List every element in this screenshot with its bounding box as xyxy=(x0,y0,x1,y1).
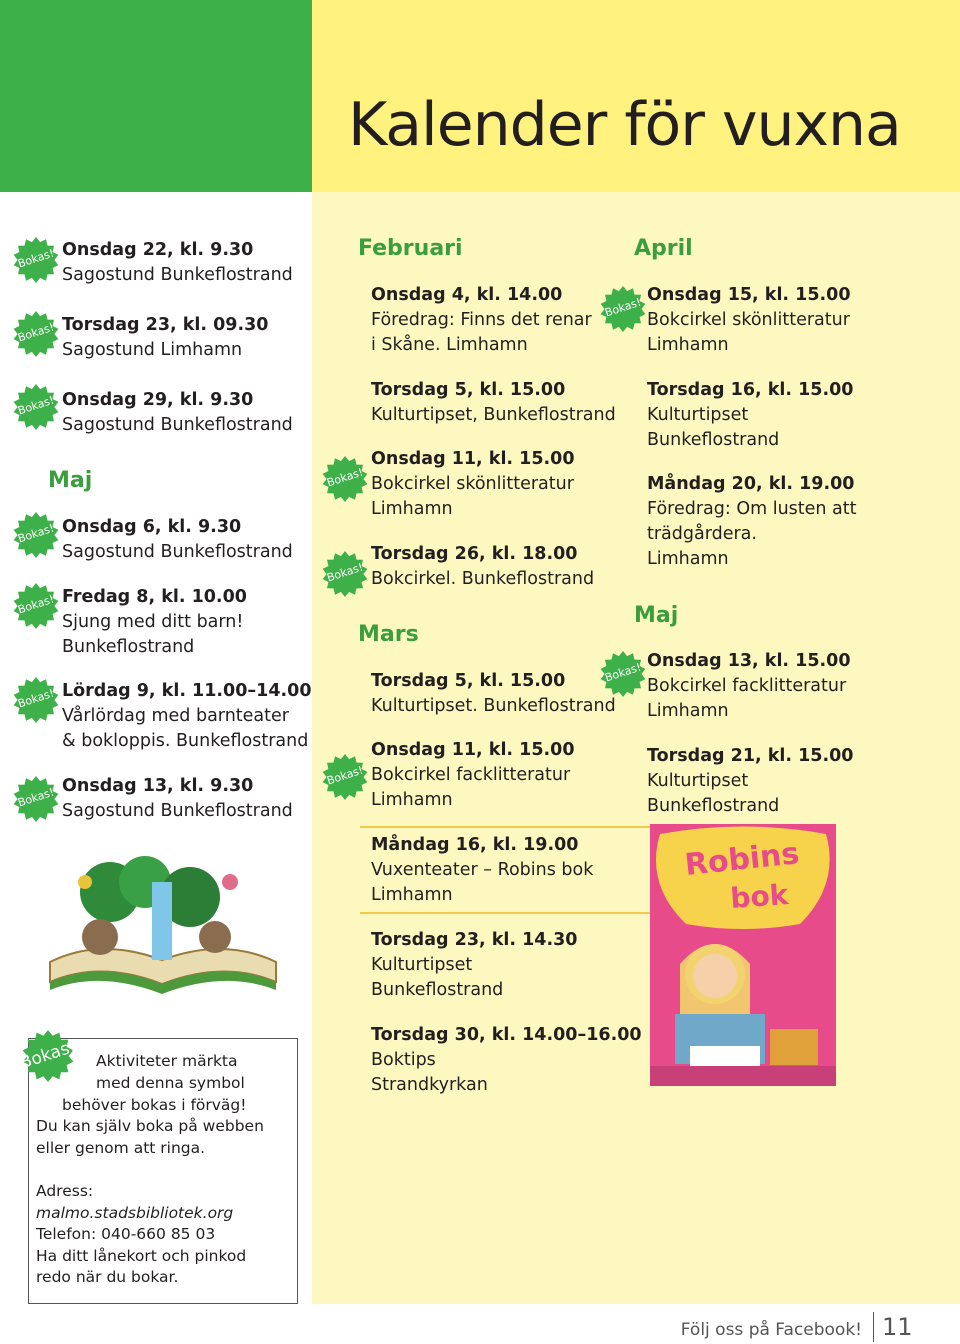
event-text: Bunkeflostrand xyxy=(62,637,195,657)
info-note: redo när du bokar. xyxy=(36,1268,179,1286)
event-text: Strandkyrkan xyxy=(371,1075,488,1095)
event-text: i Skåne. Limhamn xyxy=(371,335,528,355)
event-col1-1 xyxy=(62,238,293,288)
month-heading-maj: Maj xyxy=(634,603,679,628)
event-text: Kulturtipset, Bunkeflostrand xyxy=(371,405,616,425)
page-title: Kalender för vuxna xyxy=(348,90,901,160)
event-text: Sagostund Bunkeflostrand xyxy=(62,265,293,285)
event-text: Limhamn xyxy=(371,790,453,810)
event-date: Fredag 8, kl. 10.00 xyxy=(62,587,247,607)
event-col2-5 xyxy=(371,669,616,719)
facebook-link[interactable]: Följ oss på Facebook! xyxy=(680,1320,862,1340)
bokas-badge-label: Bokas! xyxy=(16,592,56,617)
event-text: Limhamn xyxy=(647,701,729,721)
event-date: Onsdag 11, kl. 15.00 xyxy=(371,449,575,469)
event-col1-2 xyxy=(62,313,268,363)
event-col3-2 xyxy=(647,378,853,453)
event-date: Torsdag 26, kl. 18.00 xyxy=(371,544,578,564)
event-col1-5 xyxy=(62,585,247,660)
bokas-badge-label: Bokas! xyxy=(16,320,56,345)
month-heading-februari: Februari xyxy=(358,236,463,261)
event-text: Bunkeflostrand xyxy=(371,980,504,1000)
month-heading-maj: Maj xyxy=(48,468,93,493)
event-date: Torsdag 5, kl. 15.00 xyxy=(371,380,566,400)
bokas-badge-label: Bokas! xyxy=(16,393,56,418)
bokas-badge-icon xyxy=(600,651,646,697)
bokas-badge-label: Bokas! xyxy=(16,785,56,810)
event-date: Torsdag 5, kl. 15.00 xyxy=(371,671,566,691)
bokas-badge-icon xyxy=(13,776,59,822)
bokas-badge-large-icon xyxy=(14,1030,82,1082)
event-date: Onsdag 13, kl. 9.30 xyxy=(62,776,254,796)
event-date: Måndag 20, kl. 19.00 xyxy=(647,474,855,494)
event-col3-1 xyxy=(647,283,851,358)
event-date: Torsdag 16, kl. 15.00 xyxy=(647,380,854,400)
event-col2-7 xyxy=(371,833,593,908)
bokas-badge-label: Bokas! xyxy=(603,660,643,685)
phone-number: Telefon: 040-660 85 03 xyxy=(36,1225,216,1243)
event-date: Torsdag 30, kl. 14.00–16.00 xyxy=(371,1025,642,1045)
event-date: Torsdag 23, kl. 09.30 xyxy=(62,315,269,335)
svg-text:Robins: Robins xyxy=(683,836,801,883)
svg-text:bok: bok xyxy=(729,878,790,916)
event-date: Torsdag 21, kl. 15.00 xyxy=(647,746,854,766)
bokas-badge-label: Bokas! xyxy=(325,560,365,585)
event-text: Föredrag: Om lusten att xyxy=(647,499,857,519)
event-text: Kulturtipset xyxy=(647,771,749,791)
pop-up-book-illustration xyxy=(40,842,286,1002)
robins-bok-poster-image xyxy=(650,824,836,1086)
event-col2-9 xyxy=(371,1023,642,1098)
event-date: Måndag 16, kl. 19.00 xyxy=(371,835,579,855)
event-date: Lördag 9, kl. 11.00–14.00 xyxy=(62,681,312,701)
month-heading-april: April xyxy=(634,236,693,261)
event-col1-4 xyxy=(62,515,293,565)
bokas-badge-label: Bokas! xyxy=(16,521,56,546)
event-text: Bokcirkel facklitteratur xyxy=(371,765,571,785)
event-text: Bokcirkel skönlitteratur xyxy=(647,310,850,330)
bokas-badge-icon xyxy=(322,551,368,597)
bokas-badge-icon xyxy=(13,311,59,357)
info-note: Ha ditt lånekort och pinkod xyxy=(36,1247,247,1265)
event-text: Bokcirkel. Bunkeflostrand xyxy=(371,569,595,589)
bokas-badge-icon xyxy=(322,754,368,800)
event-text: Föredrag: Finns det renar xyxy=(371,310,592,330)
event-text: Sjung med ditt barn! xyxy=(62,612,244,632)
event-text: Boktips xyxy=(371,1050,436,1070)
bokas-badge-label: Bokas! xyxy=(603,295,643,320)
event-date: Onsdag 11, kl. 15.00 xyxy=(371,740,575,760)
event-text: Bokcirkel skönlitteratur xyxy=(371,474,574,494)
bokas-badge-icon xyxy=(600,286,646,332)
event-text: Sagostund Bunkeflostrand xyxy=(62,415,293,435)
event-date: Onsdag 22, kl. 9.30 xyxy=(62,240,254,260)
month-heading-mars: Mars xyxy=(358,622,419,647)
bokas-badge-icon xyxy=(13,237,59,283)
event-col2-8 xyxy=(371,928,577,1003)
event-col2-6 xyxy=(371,738,575,813)
event-col1-6 xyxy=(62,679,312,754)
address-label: Adress: xyxy=(36,1182,94,1200)
event-col2-4 xyxy=(371,542,594,592)
event-text: Bunkeflostrand xyxy=(647,430,780,450)
event-text: Limhamn xyxy=(647,549,729,569)
event-text: Sagostund Limhamn xyxy=(62,340,243,360)
event-col3-3 xyxy=(647,472,857,572)
event-col3-5 xyxy=(647,744,853,819)
event-text: Bunkeflostrand xyxy=(647,796,780,816)
event-text: Sagostund Bunkeflostrand xyxy=(62,801,293,821)
green-header-block xyxy=(0,0,312,192)
bokas-badge-label: Bokas! xyxy=(325,763,365,788)
event-text: Kulturtipset xyxy=(647,405,749,425)
website-link[interactable]: malmo.stadsbibliotek.org xyxy=(36,1204,234,1222)
bokas-badge-icon xyxy=(13,583,59,629)
bokas-badge-label: Bokas! xyxy=(17,1036,79,1074)
event-date: Onsdag 15, kl. 15.00 xyxy=(647,285,851,305)
bokas-badge-icon xyxy=(13,677,59,723)
event-text: Sagostund Bunkeflostrand xyxy=(62,542,293,562)
info-line: eller genom att ringa. xyxy=(36,1139,206,1157)
bokas-badge-icon xyxy=(13,384,59,430)
event-text: Bokcirkel facklitteratur xyxy=(647,676,847,696)
event-col1-3 xyxy=(62,388,293,438)
event-date: Onsdag 13, kl. 15.00 xyxy=(647,651,851,671)
page-number: 11 xyxy=(873,1312,913,1342)
event-text: & bokloppis. Bunkeflostrand xyxy=(62,731,309,751)
bokas-badge-icon xyxy=(322,456,368,502)
event-col2-3 xyxy=(371,447,575,522)
event-text: Vuxenteater – Robins bok xyxy=(371,860,594,880)
event-text: trädgårdera. xyxy=(647,524,757,544)
event-text: Limhamn xyxy=(371,499,453,519)
event-date: Torsdag 23, kl. 14.30 xyxy=(371,930,578,950)
event-col2-2 xyxy=(371,378,616,428)
bokas-badge-label: Bokas! xyxy=(16,246,56,271)
event-col1-7 xyxy=(62,774,293,824)
info-line: Aktiviteter märkta xyxy=(96,1052,238,1070)
info-line: behöver bokas i förväg! xyxy=(62,1096,247,1114)
event-date: Onsdag 6, kl. 9.30 xyxy=(62,517,242,537)
info-line: Du kan själv boka på webben xyxy=(36,1117,264,1135)
event-text: Kulturtipset xyxy=(371,955,473,975)
event-text: Limhamn xyxy=(647,335,729,355)
bokas-badge-label: Bokas! xyxy=(16,686,56,711)
bokas-badge-icon xyxy=(13,512,59,558)
event-text: Limhamn xyxy=(371,885,453,905)
bokas-badge-label: Bokas! xyxy=(325,465,365,490)
event-col3-4 xyxy=(647,649,851,724)
event-col2-1 xyxy=(371,283,592,358)
info-line: med denna symbol xyxy=(96,1074,245,1092)
event-date: Onsdag 29, kl. 9.30 xyxy=(62,390,254,410)
event-text: Vårlördag med barnteater xyxy=(62,706,289,726)
event-text: Kulturtipset. Bunkeflostrand xyxy=(371,696,616,716)
event-date: Onsdag 4, kl. 14.00 xyxy=(371,285,563,305)
